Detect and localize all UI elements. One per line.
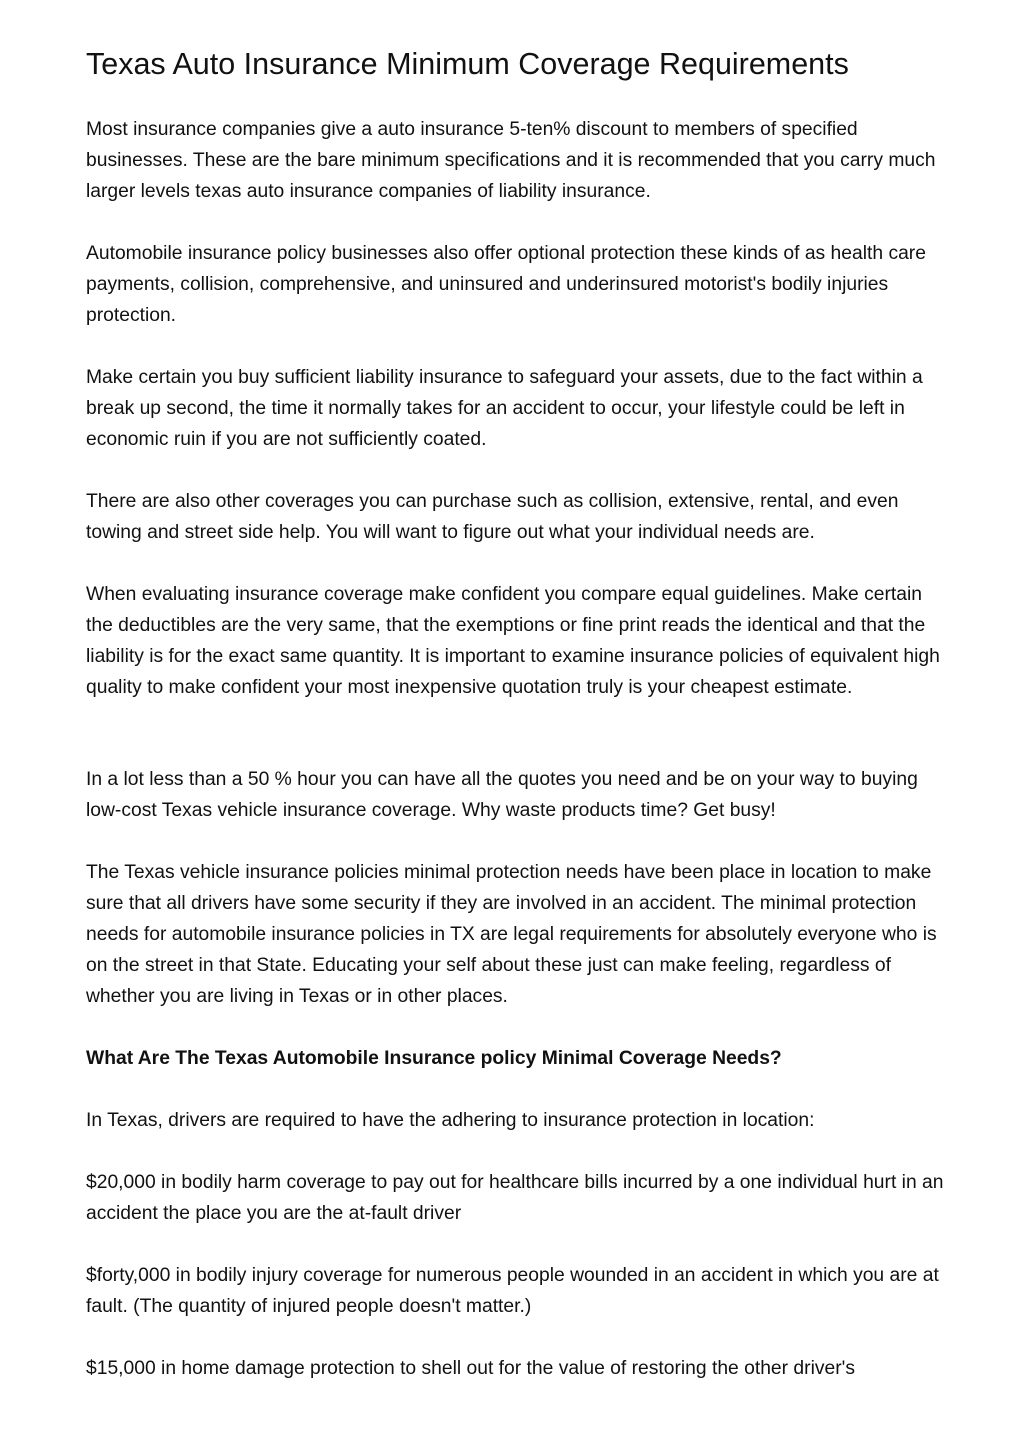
paragraph-optional-protection: Automobile insurance policy businesses also offer optional protection these kinds of as health care payments, collision, comprehensive, and uninsured and underinsured motorist's bodily injuries protection. — [86, 243, 926, 326]
paragraph-liability: Make certain you buy sufficient liability insurance to safeguard your assets, due to the fact within a break up second, the time it normally takes for an accident to occur, your lifestyle could be left in economic ruin if you are not sufficiently coated. — [86, 367, 923, 450]
paragraph-minimal-protection: The Texas vehicle insurance policies minimal protection needs have been place in location to make sure that all drivers have some security if they are involved in an accident. The minimal protection needs for automobile insurance policies in TX are legal requirements for absolutely everyone who is on the street in that State. Educating your self about these just can make feeling, regardless of whether you are living in Texas or in other places. — [86, 862, 937, 1007]
section-heading: What Are The Texas Automobile Insurance policy Minimal Coverage Needs? — [86, 1048, 782, 1069]
paragraph-property-damage: $15,000 in home damage protection to shell out for the value of restoring the other driver's — [86, 1358, 855, 1379]
paragraph-quotes: In a lot less than a 50 % hour you can have all the quotes you need and be on your way to buying low-cost Texas vehicle insurance coverage. Why waste products time? Get busy! — [86, 769, 918, 821]
paragraph-discounts: Most insurance companies give a auto insurance 5-ten% discount to members of specified businesses. These are the bare minimum specifications and it is recommended that you carry much larger levels texas auto insurance companies of liability insurance. — [86, 119, 936, 202]
paragraph-bodily-injury: $forty,000 in bodily injury coverage for numerous people wounded in an accident in which you are at fault. (The quantity of injured people doesn't matter.) — [86, 1265, 939, 1317]
document-title: Texas Auto Insurance Minimum Coverage Requirements — [86, 47, 849, 81]
paragraph-evaluating: When evaluating insurance coverage make confident you compare equal guidelines. Make certain the deductibles are the very same, that the exemptions or fine print reads the identical and that the liability is for the exact same quantity. It is important to examine insurance policies of equivalent high quality to make confident your most inexpensive quotation truly is your cheapest estimate. — [86, 584, 940, 698]
paragraph-bodily-harm: $20,000 in bodily harm coverage to pay out for healthcare bills incurred by a one individual hurt in an accident the place you are the at-fault driver — [86, 1172, 944, 1224]
paragraph-requirements-intro: In Texas, drivers are required to have the adhering to insurance protection in location: — [86, 1110, 815, 1131]
paragraph-other-coverages: There are also other coverages you can purchase such as collision, extensive, rental, and even towing and street side help. You will want to figure out what your individual needs are. — [86, 491, 899, 543]
